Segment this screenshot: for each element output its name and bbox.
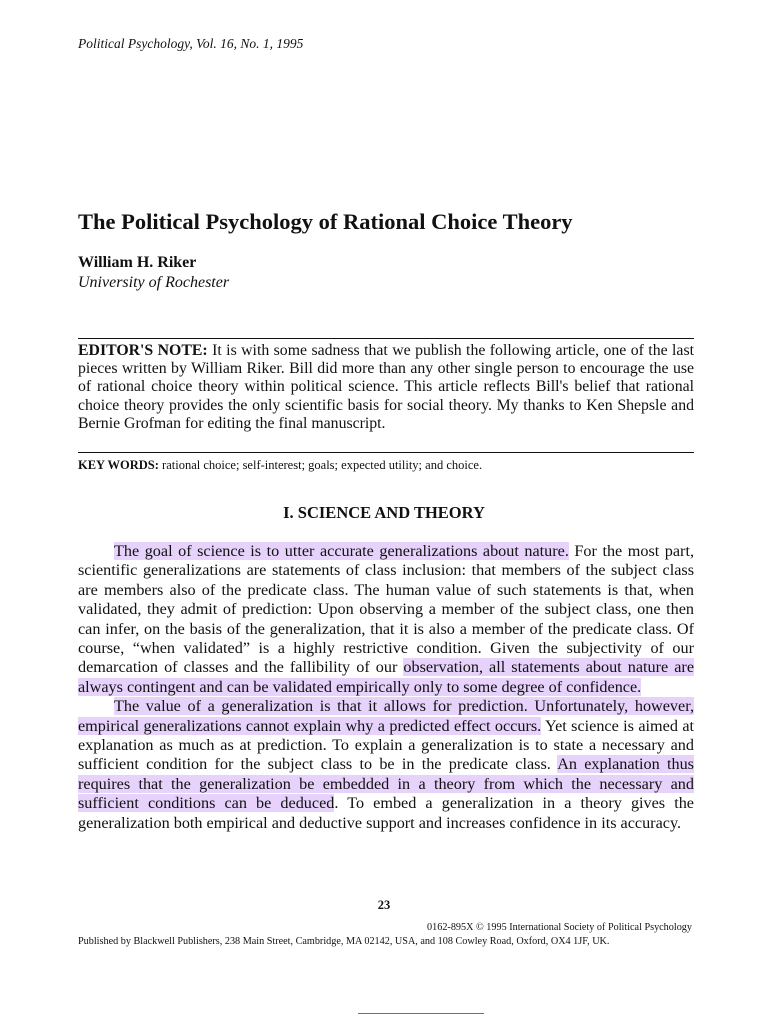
body-text-span: . To embed a generalization in a theory gives the generalization both empirical and deductive support and increases confidence in its accuracy. — [78, 794, 694, 832]
paragraph-2 — [78, 697, 694, 833]
journal-citation: Political Psychology, Vol. 16, No. 1, 1995 — [78, 36, 304, 51]
bottom-divider — [78, 452, 694, 453]
publisher-line: Published by Blackwell Publishers, 238 Main Street, Cambridge, MA 02142, USA, and 108 Cowley Road, Oxford, OX4 1JF, UK. — [78, 936, 610, 947]
highlighted-text: The goal of science is to utter accurate generalizations about nature. — [114, 542, 569, 560]
editors-note-text: It is with some sadness that we publish the following article, one of the last pieces written by William Riker. Bill did more than any other single person to encourage the use of rational choice theory within political science. This article reflects Bill's belief that rational choice theory provides the only scientific basis for social theory. My thanks to Ken Shepsle and Bernie Grofman for editing the final manuscript. — [78, 342, 694, 432]
page-number: 23 — [377, 898, 391, 912]
author-name: William H. Riker — [78, 254, 197, 271]
body-text-span: Yet science is aimed at explanation as much as at prediction. To explain a generalization is to state a necessary and sufficient condition for the subject class to be in the predicate class. — [78, 716, 695, 774]
key-words-text: rational choice; self-interest; goals; expected utility; and choice. — [158, 458, 483, 472]
key-words-label: KEY WORDS: — [78, 458, 159, 472]
highlighted-text: observation, all statements about nature are always contingent and can be validated empirically only to some degree of confidence. — [78, 658, 695, 696]
paragraph-1 — [78, 542, 694, 697]
author-affiliation: University of Rochester — [78, 274, 230, 291]
article-title: The Political Psychology of Rational Choice Theory — [78, 209, 573, 234]
key-words — [78, 458, 482, 473]
copyright-line: 0162-895X © 1995 International Society of Political Psychology — [427, 922, 692, 933]
section-heading: I. SCIENCE AND THEORY — [283, 503, 485, 522]
top-divider — [78, 338, 694, 339]
body-text-span: For the most part, scientific generalizations are statements of class inclusion: that members of the subject class are members also of the predicate class. The human value of such statements is that, when validated, they admit of prediction: Upon observing a member of the subject class, one then can infer, on the basis of the generalization, that it is also a member of the predicate class. Of course, “when validated” is a highly restrictive condition. Given the subjectivity of our demarcation of classes and the fallibility of our — [78, 542, 694, 677]
editors-note — [78, 342, 694, 433]
highlighted-text: The value of a generalization is that it allows for prediction. Unfortunately, however, empirical generalizations cannot explain why a predicted effect occurs. — [78, 697, 694, 735]
body-text — [78, 542, 694, 833]
editors-note-label: EDITOR'S NOTE: — [78, 342, 208, 359]
highlighted-text: An explanation thus requires that the generalization be embedded in a theory from which the necessary and sufficient conditions can be deduced — [78, 755, 694, 813]
link-underline[interactable] — [358, 1013, 484, 1014]
